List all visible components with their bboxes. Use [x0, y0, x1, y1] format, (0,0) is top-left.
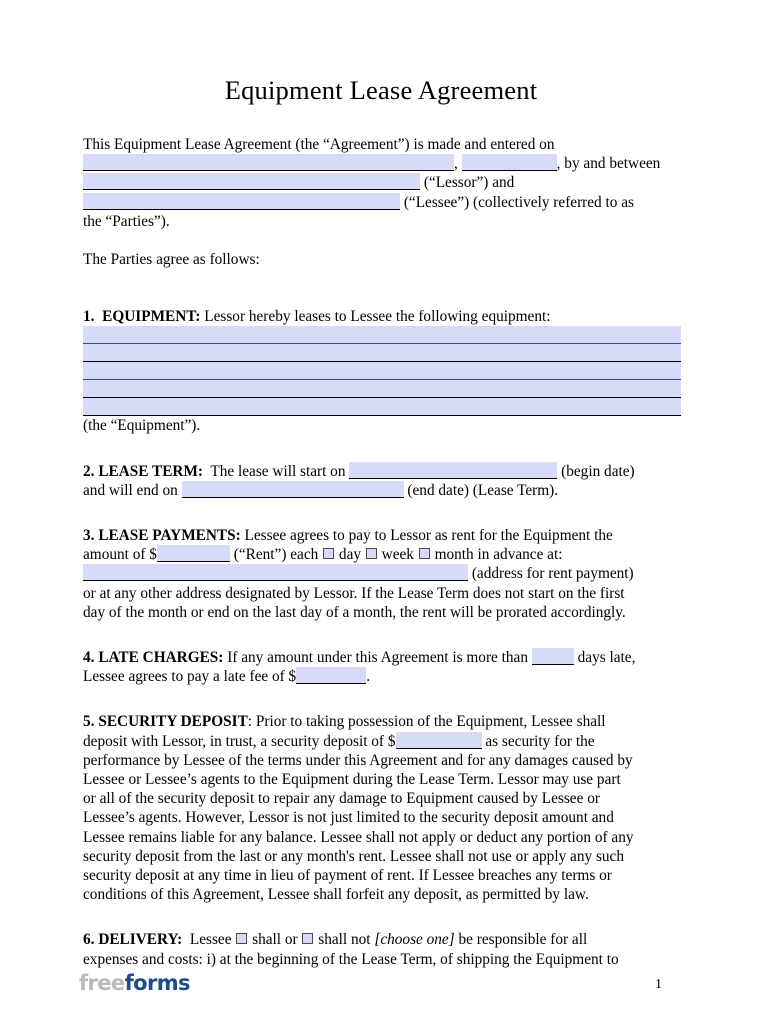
equipment-line-5[interactable]: [83, 398, 681, 416]
section-lease-payments-line-4: or at any other address designated by Lessor. If the Lease Term does not start on the first: [83, 584, 625, 602]
rent-amount-field[interactable]: [157, 545, 230, 562]
late-fee-prefix: Lessee agrees to pay a late fee of $: [83, 668, 297, 686]
delivery-text-1: Lessee: [189, 931, 232, 949]
logo-text-forms: forms: [124, 971, 190, 995]
agreement-date-field[interactable]: [83, 154, 454, 171]
security-deposit-prefix: deposit with Lessor, in trust, a security deposit of $: [83, 732, 396, 750]
equipment-line-1[interactable]: [83, 326, 681, 344]
checkbox-day[interactable]: [323, 548, 334, 559]
lessee-label: (“Lessee”) (collectively referred to as: [403, 193, 634, 211]
late-fee-suffix: .: [366, 668, 371, 686]
security-deposit-suffix: as security for the: [485, 732, 595, 750]
section-delivery-line-1: [83, 930, 683, 949]
section-lease-payments-line-1: [83, 526, 683, 545]
address-for-rent-label: (address for rent payment): [471, 565, 634, 583]
section-security-deposit-line-1: [83, 712, 683, 731]
end-date-label: (end date) (Lease Term).: [407, 481, 559, 499]
section-delivery-number: 6.: [83, 931, 95, 949]
section-lease-term-line-2: [83, 481, 683, 500]
section-security-deposit-colon: :: [247, 713, 253, 731]
equipment-line-2[interactable]: [83, 344, 681, 362]
intro-line-1: This Equipment Lease Agreement (the “Agreement”) is made and entered on: [83, 136, 555, 153]
section-security-deposit-line-5: or all of the security deposit to repair any damage to Equipment caused by Lessee or: [83, 790, 600, 808]
late-charges-text-1: If any amount under this Agreement is more than: [227, 649, 528, 667]
section-late-charges-number: 4.: [83, 649, 95, 667]
late-days-field[interactable]: [532, 648, 574, 665]
section-lease-term-line-1: [83, 462, 683, 481]
section-delivery-line-2: expenses and costs: i) at the beginning of the Lease Term, of shipping the Equipment to: [83, 950, 619, 968]
checkbox-shall[interactable]: [236, 933, 247, 944]
section-lease-payments-line-2: [83, 545, 683, 564]
rent-payment-address-field[interactable]: [83, 564, 468, 581]
spacer: [83, 436, 683, 462]
in-advance-text: in advance at:: [477, 546, 563, 564]
logo-text-free: free: [79, 971, 125, 995]
section-late-charges-line-1: [83, 648, 683, 667]
section-security-deposit-line-10: conditions of this Agreement, Lessee shall forfeit any deposit, as permitted by law.: [83, 886, 589, 904]
equipment-line-4[interactable]: [83, 380, 681, 398]
security-deposit-text-1: Prior to taking possession of the Equipment, Lessee shall: [255, 713, 606, 731]
section-security-deposit-line-9: security deposit at any time in lieu of payment of rent. If Lessee breaches any terms or: [83, 867, 612, 885]
section-late-charges-title: LATE CHARGES:: [98, 649, 224, 667]
intro-line-3: [83, 173, 683, 192]
intro-line-4: [83, 193, 683, 212]
lease-begin-date-field[interactable]: [349, 462, 557, 479]
late-fee-amount-field[interactable]: [296, 667, 366, 684]
section-equipment-number: 1.: [83, 308, 95, 326]
page-number: 1: [655, 977, 662, 992]
checkbox-month[interactable]: [419, 548, 430, 559]
document-body: [83, 135, 683, 969]
section-lease-payments-title: LEASE PAYMENTS:: [98, 527, 241, 545]
spacer: [83, 269, 683, 307]
lessor-label: (“Lessor”) and: [423, 174, 515, 192]
section-security-deposit-line-2: [83, 732, 683, 751]
page-title: Equipment Lease Agreement: [224, 74, 538, 105]
security-deposit-amount-field[interactable]: [396, 732, 482, 749]
option-label-day: day: [338, 546, 362, 564]
section-security-deposit-line-6: Lessee’s agents. However, Lessor is not just limited to the security deposit amount and: [83, 809, 614, 827]
section-equipment-text: Lessor hereby leases to Lessee the following equipment:: [204, 308, 551, 326]
parties-agree-line: The Parties agree as follows:: [83, 251, 260, 269]
lease-end-date-field[interactable]: [182, 481, 404, 498]
section-lease-term-number: 2.: [83, 462, 95, 480]
option-label-shall: shall or: [252, 931, 298, 949]
intro-line-2: [83, 154, 683, 173]
equipment-line-3[interactable]: [83, 362, 681, 380]
spacer: [83, 686, 683, 712]
rent-each-label: (“Rent”) each: [233, 546, 319, 564]
section-lease-payments-line-5: day of the month or end on the last day of a month, the rent will be prorated accordingly.: [83, 603, 626, 621]
equipment-closing-text: (the “Equipment”).: [83, 417, 201, 435]
intro-line-5: the “Parties”).: [83, 212, 170, 230]
option-label-week: week: [381, 546, 414, 564]
spacer: [83, 904, 683, 930]
section-security-deposit-line-8: security deposit from the last or any month's rent. Lessee shall not use or apply any such: [83, 847, 625, 865]
section-equipment-title: EQUIPMENT:: [102, 308, 201, 326]
spacer: [83, 500, 683, 526]
section-lease-payments-line-3: [83, 564, 683, 583]
intro-by-and-between: , by and between: [556, 155, 661, 173]
equipment-description-block: [83, 326, 681, 416]
section-equipment-heading: [83, 307, 683, 326]
section-security-deposit-line-7: Lessee remains liable for any balance. Lessee shall not apply or deduct any portion of any: [83, 828, 634, 846]
agreement-year-field[interactable]: [462, 154, 557, 171]
intro-comma-1: ,: [454, 155, 458, 173]
lessee-name-field[interactable]: [83, 193, 400, 210]
lessor-name-field[interactable]: [83, 173, 420, 190]
choose-one-note: [choose one]: [374, 931, 455, 949]
rent-amount-prefix: amount of $: [83, 546, 157, 564]
section-security-deposit-title: SECURITY DEPOSIT: [98, 713, 248, 731]
begin-date-label: (begin date): [561, 462, 635, 480]
freeforms-logo: [79, 973, 190, 994]
section-delivery-title: DELIVERY:: [98, 931, 183, 949]
delivery-text-2: be responsible for all: [458, 931, 588, 949]
section-security-deposit-line-3: performance by Lessee of the terms under this Agreement and for any damages caused by: [83, 751, 633, 769]
spacer: [83, 231, 683, 250]
section-late-charges-line-2: [83, 667, 683, 686]
section-security-deposit-line-4: Lessee or Lessee’s agents to the Equipment during the Lease Term. Lessor may use part: [83, 771, 621, 789]
section-lease-payments-number: 3.: [83, 527, 95, 545]
option-label-shall-not: shall not: [318, 931, 371, 949]
lease-term-text-begin: The lease will start on: [210, 462, 346, 480]
section-lease-term-title: LEASE TERM:: [98, 462, 204, 480]
spacer: [83, 622, 683, 648]
checkbox-shall-not[interactable]: [302, 933, 313, 944]
option-label-month: month: [434, 546, 474, 564]
section-security-deposit-number: 5.: [83, 713, 95, 731]
lease-term-text-end: and will end on: [83, 481, 178, 499]
checkbox-week[interactable]: [366, 548, 377, 559]
late-charges-text-2: days late,: [577, 649, 636, 667]
lease-payments-text-1: Lessee agrees to pay to Lessor as rent for the Equipment the: [244, 527, 613, 545]
